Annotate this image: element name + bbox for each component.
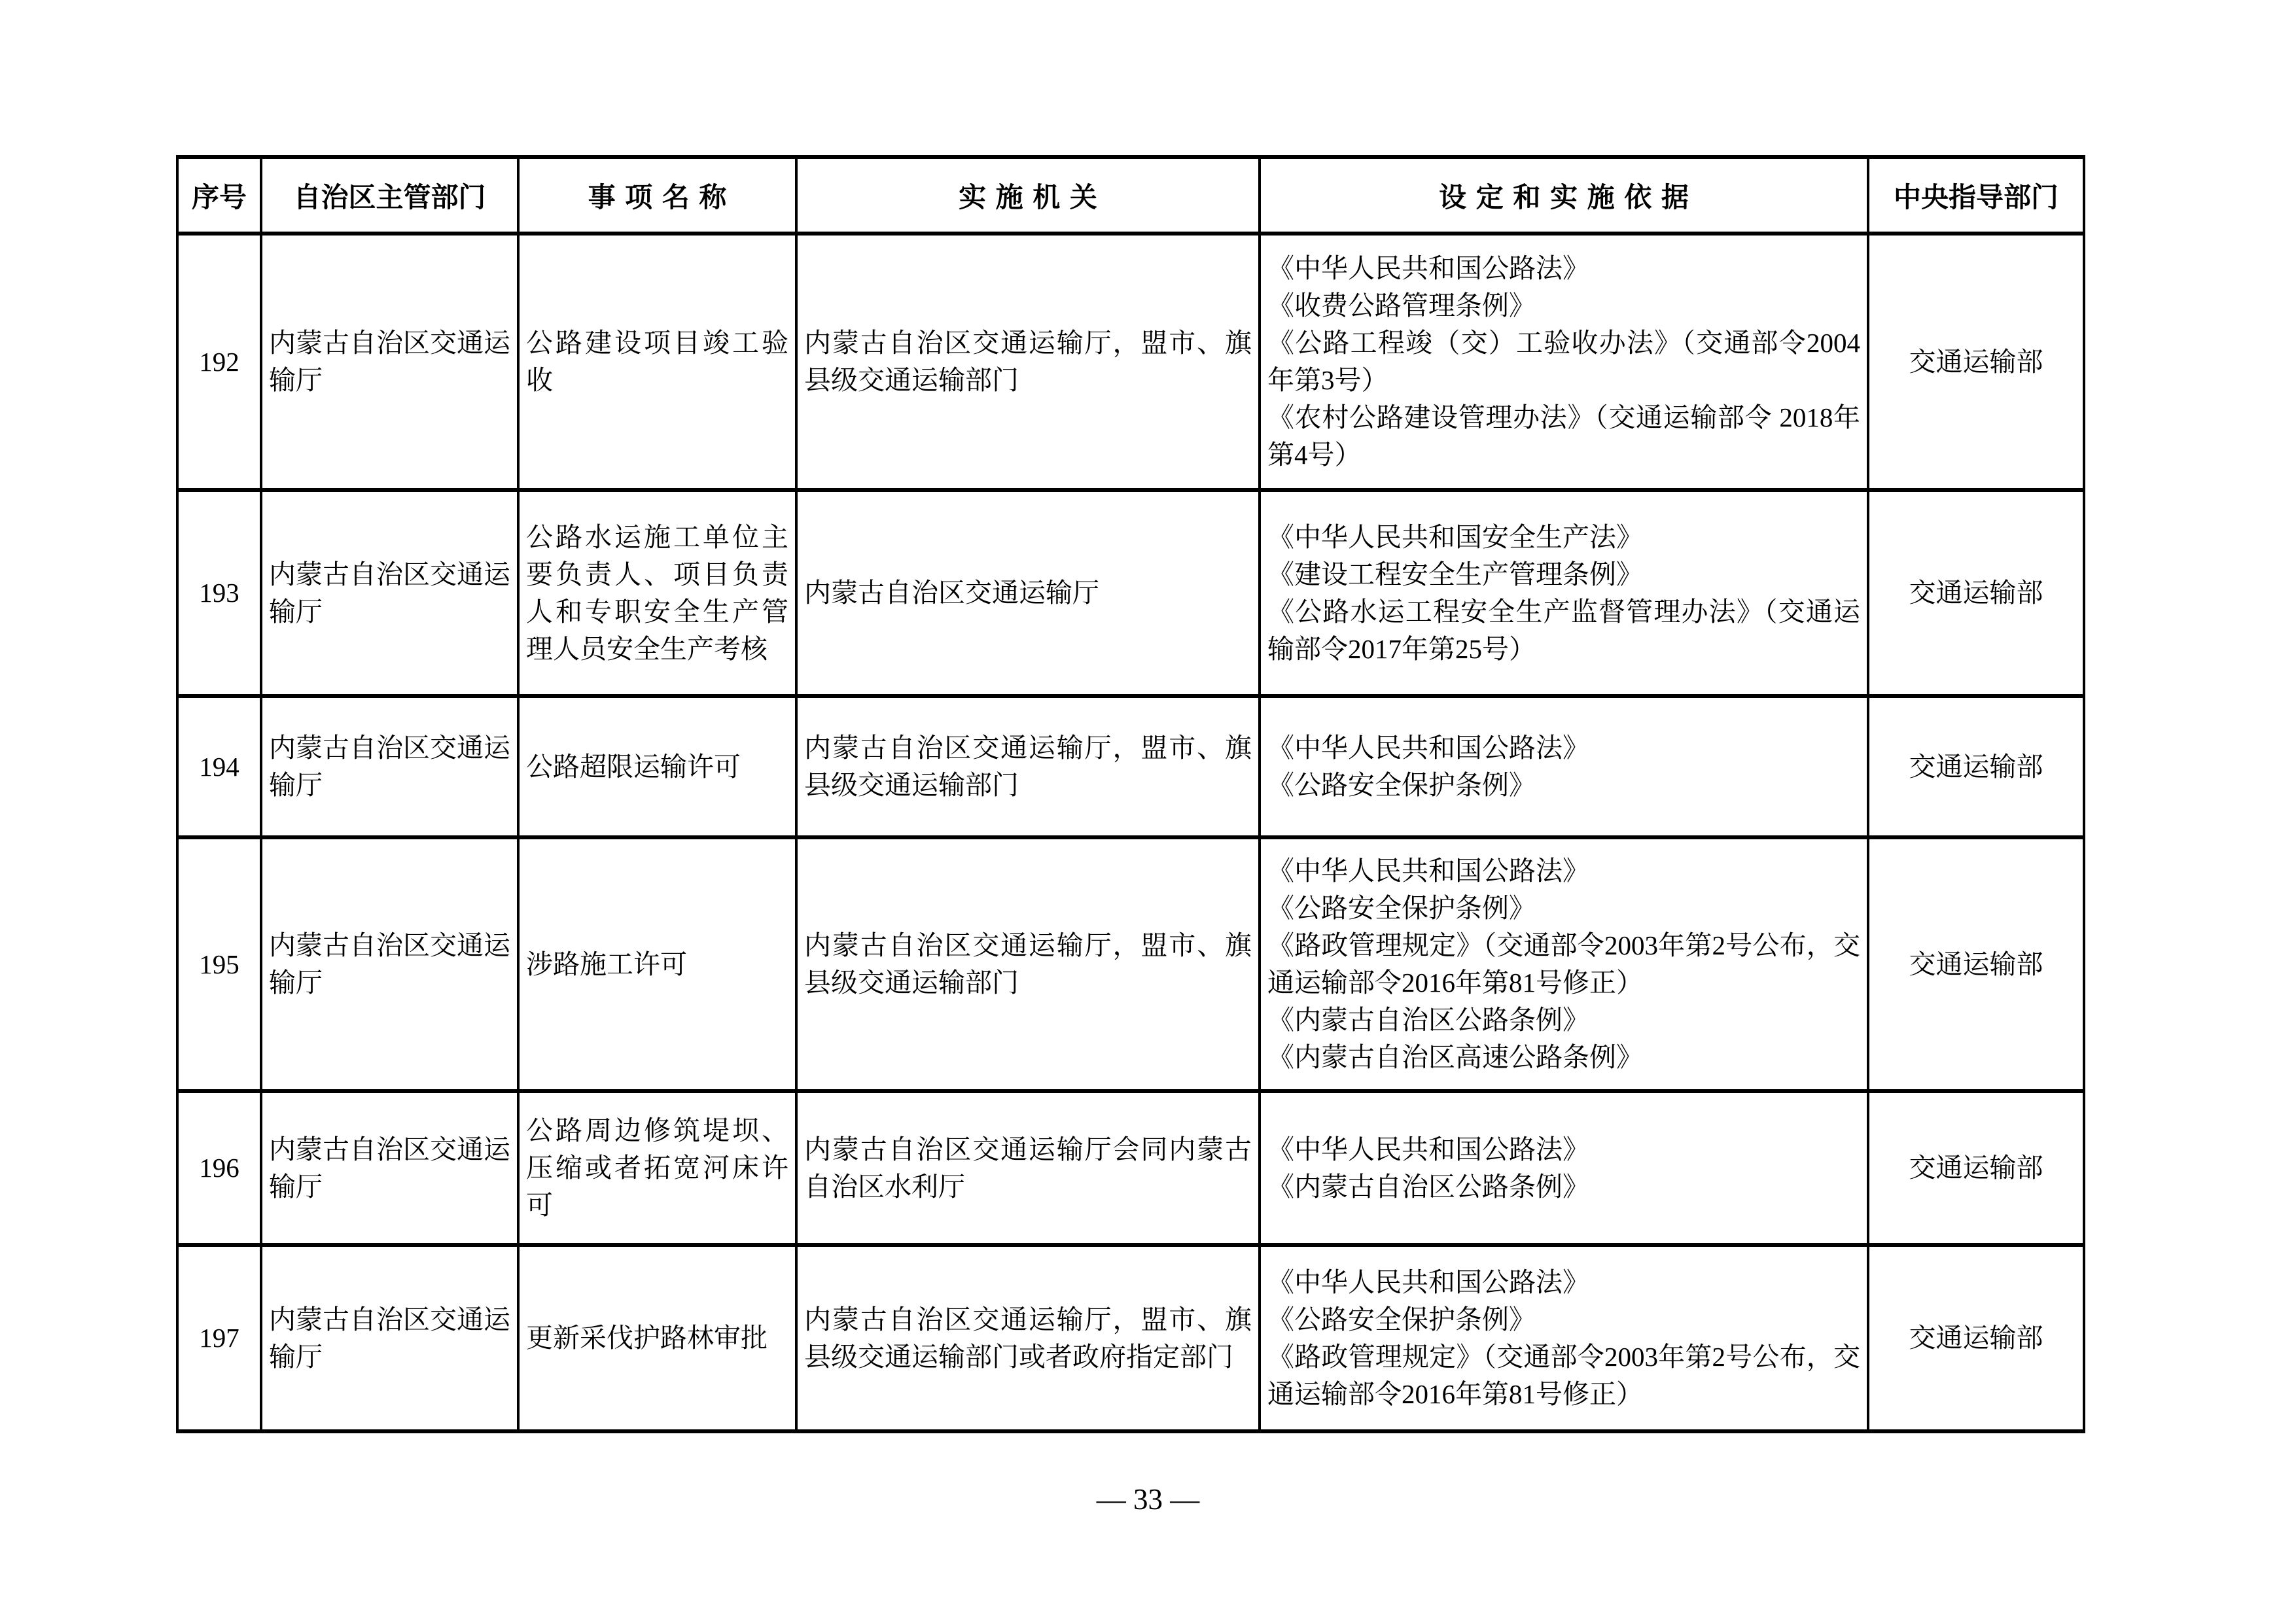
table-row [177, 234, 2084, 490]
legal-basis-line: 《公路安全保护条例》 [1267, 1304, 1536, 1335]
legal-basis-line: 《公路水运工程安全生产监督管理办法》（交通运输部令2017年第25号） [1267, 596, 1860, 664]
col-header-legal-basis: 设 定 和 实 施 依 据 [1260, 157, 1868, 234]
legal-basis-line: 《中华人民共和国公路法》 [1267, 1134, 1589, 1164]
cell-item-name: 涉路施工许可 [518, 837, 796, 1091]
cell-implementing-agency: 内蒙古自治区交通运输厅，盟市、旗县级交通运输部门或者政府指定部门 [796, 1245, 1260, 1431]
cell-department: 内蒙古自治区交通运输厅 [261, 234, 518, 490]
cell-serial: 194 [177, 696, 261, 837]
legal-basis-line: 《公路安全保护条例》 [1267, 893, 1536, 923]
legal-basis-line: 《中华人民共和国公路法》 [1267, 856, 1589, 886]
table-row [177, 1245, 2084, 1431]
cell-central-department: 交通运输部 [1868, 490, 2084, 696]
legal-basis-line: 《中华人民共和国公路法》 [1267, 253, 1589, 283]
legal-basis-line: 《内蒙古自治区高速公路条例》 [1267, 1042, 1643, 1072]
table-row [177, 1091, 2084, 1245]
cell-legal-basis [1260, 1091, 1868, 1245]
cell-department: 内蒙古自治区交通运输厅 [261, 1091, 518, 1245]
cell-implementing-agency: 内蒙古自治区交通运输厅 [796, 490, 1260, 696]
cell-item-name: 公路水运施工单位主要负责人、项目负责人和专职安全生产管理人员安全生产考核 [518, 490, 796, 696]
legal-basis-line: 《收费公路管理条例》 [1267, 290, 1536, 321]
cell-serial: 195 [177, 837, 261, 1091]
legal-basis-line: 《公路安全保护条例》 [1267, 770, 1536, 800]
legal-basis-line: 《内蒙古自治区公路条例》 [1267, 1005, 1589, 1035]
cell-central-department: 交通运输部 [1868, 837, 2084, 1091]
page-number: — 33 — [1096, 1483, 1200, 1516]
col-header-serial: 序号 [177, 157, 261, 234]
cell-legal-basis [1260, 1245, 1868, 1431]
legal-basis-line: 《路政管理规定》（交通部令2003年第2号公布，交通运输部令2016年第81号修正） [1267, 1341, 1860, 1409]
cell-department: 内蒙古自治区交通运输厅 [261, 696, 518, 837]
cell-item-name: 更新采伐护路林审批 [518, 1245, 796, 1431]
cell-department: 内蒙古自治区交通运输厅 [261, 1245, 518, 1431]
legal-basis-line: 《公路工程竣（交）工验收办法》（交通部令2004年第3号） [1267, 328, 1860, 395]
cell-central-department: 交通运输部 [1868, 234, 2084, 490]
table-header-row [177, 157, 2084, 234]
legal-basis-line: 《中华人民共和国公路法》 [1267, 733, 1589, 763]
cell-central-department: 交通运输部 [1868, 1245, 2084, 1431]
cell-legal-basis [1260, 837, 1868, 1091]
cell-legal-basis [1260, 490, 1868, 696]
cell-item-name: 公路周边修筑堤坝、压缩或者拓宽河床许可 [518, 1091, 796, 1245]
cell-legal-basis [1260, 234, 1868, 490]
col-header-item-name: 事 项 名 称 [518, 157, 796, 234]
cell-implementing-agency: 内蒙古自治区交通运输厅，盟市、旗县级交通运输部门 [796, 837, 1260, 1091]
col-header-implementing-agency: 实 施 机 关 [796, 157, 1260, 234]
legal-basis-line: 《中华人民共和国安全生产法》 [1267, 521, 1643, 552]
legal-basis-line: 《内蒙古自治区公路条例》 [1267, 1171, 1589, 1202]
cell-department: 内蒙古自治区交通运输厅 [261, 490, 518, 696]
legal-basis-line: 《农村公路建设管理办法》（交通运输部令 2018年第4号） [1267, 402, 1860, 470]
cell-central-department: 交通运输部 [1868, 696, 2084, 837]
cell-serial: 193 [177, 490, 261, 696]
cell-item-name: 公路建设项目竣工验收 [518, 234, 796, 490]
legal-basis-line: 《中华人民共和国公路法》 [1267, 1266, 1589, 1297]
cell-department: 内蒙古自治区交通运输厅 [261, 837, 518, 1091]
cell-legal-basis [1260, 696, 1868, 837]
legal-basis-line: 《建设工程安全生产管理条例》 [1267, 559, 1643, 589]
cell-implementing-agency: 内蒙古自治区交通运输厅会同内蒙古自治区水利厅 [796, 1091, 1260, 1245]
cell-serial: 192 [177, 234, 261, 490]
cell-item-name: 公路超限运输许可 [518, 696, 796, 837]
col-header-region-department: 自治区主管部门 [261, 157, 518, 234]
col-header-central-department: 中央指导部门 [1868, 157, 2084, 234]
cell-serial: 197 [177, 1245, 261, 1431]
table-row [177, 490, 2084, 696]
cell-implementing-agency: 内蒙古自治区交通运输厅，盟市、旗县级交通运输部门 [796, 696, 1260, 837]
table-row [177, 696, 2084, 837]
table-row [177, 837, 2084, 1091]
legal-basis-line: 《路政管理规定》（交通部令2003年第2号公布，交通运输部令2016年第81号修正） [1267, 930, 1860, 998]
cell-serial: 196 [177, 1091, 261, 1245]
cell-implementing-agency: 内蒙古自治区交通运输厅，盟市、旗县级交通运输部门 [796, 234, 1260, 490]
approval-items-table [176, 155, 2085, 1433]
cell-central-department: 交通运输部 [1868, 1091, 2084, 1245]
